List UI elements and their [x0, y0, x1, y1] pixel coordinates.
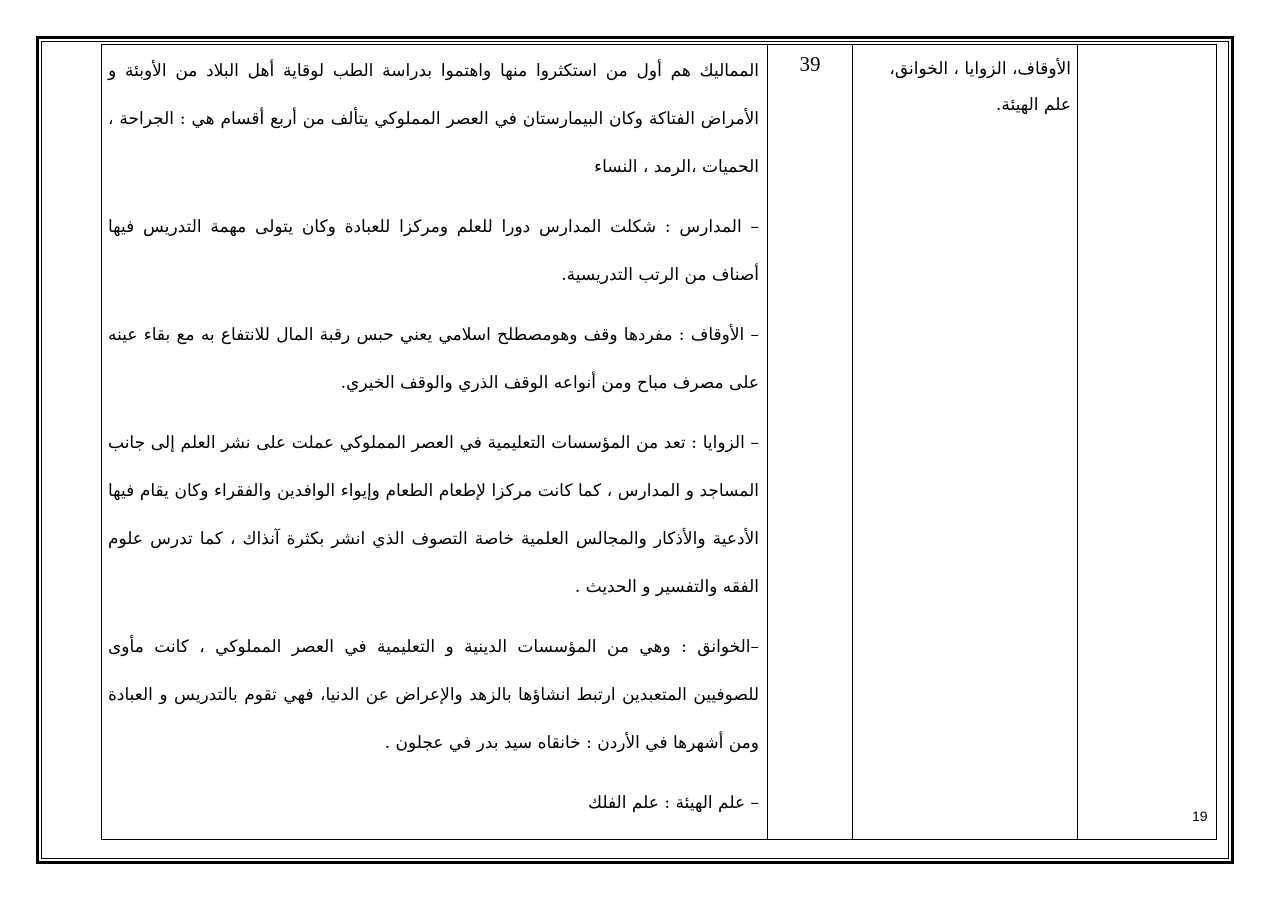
paragraph-astronomy: – علم الهيئة : علم الفلك [588, 793, 759, 813]
content-text [102, 45, 767, 827]
table-row [102, 45, 1217, 840]
empty-column-cell [1078, 45, 1217, 840]
topics-cell [853, 45, 1078, 840]
lesson-table [101, 44, 1217, 840]
paragraph-endowments: – الأوقاف : مفردها وقف وهومصطلح اسلامي يعني حبس رقبة المال للانتفاع به مع بقاء عينه على مصرف مباح ومن أنواعه الوقف الذري والوقف الخيري. [108, 325, 760, 393]
paragraph-khanqahs: –الخوانق : وهي من المؤسسات الدينية و التعليمية في العصر المملوكي ، كانت مأوى للصوفيين المتعبدين ارتبط انشاؤها بالزهد والإعراض عن الدنيا، فهي تقوم بالتدريس و العبادة ومن أشهرها في الأردن : خانقاه سيد بدر في عجلون . [108, 637, 759, 753]
paragraph-zawaya: – الزوايا : تعد من المؤسسات التعليمية في العصر المملوكي عملت على نشر العلم إلى جانب المساجد و المدارس ، كما كانت مركزا لإطعام الطعام وإيواء الوافدين والفقراء وكان يقام فيها الأدعية والأذكار والمجالس العلمية خاصة التصوف الذي انشر بكثرة آنذاك ، كما تدرس علوم الفقه والتفسير و الحديث . [108, 433, 759, 597]
paragraph-mamluk-medicine: المماليك هم أول من استكثروا منها واهتموا بدراسة الطب لوقاية أهل البلاد من الأوبئة و الأمراض الفتاكة وكان البيمارستان في العصر المملوكي يتألف من أربع أقسام هي : الجراحة ، الحميات ،الرمد ، النساء [108, 61, 759, 177]
content-cell [102, 45, 768, 840]
topics-text: الأوقاف، الزوايا ، الخوانق، علم الهيئة. [889, 59, 1071, 115]
row-number: 39 [799, 52, 821, 76]
page-number: 19 [1192, 808, 1208, 824]
paragraph-schools: – المدارس : شكلت المدارس دورا للعلم ومركزا للعبادة وكان يتولى مهمة التدريس فيها أصناف من الرتب التدريسية. [108, 217, 759, 285]
number-cell [768, 45, 853, 840]
